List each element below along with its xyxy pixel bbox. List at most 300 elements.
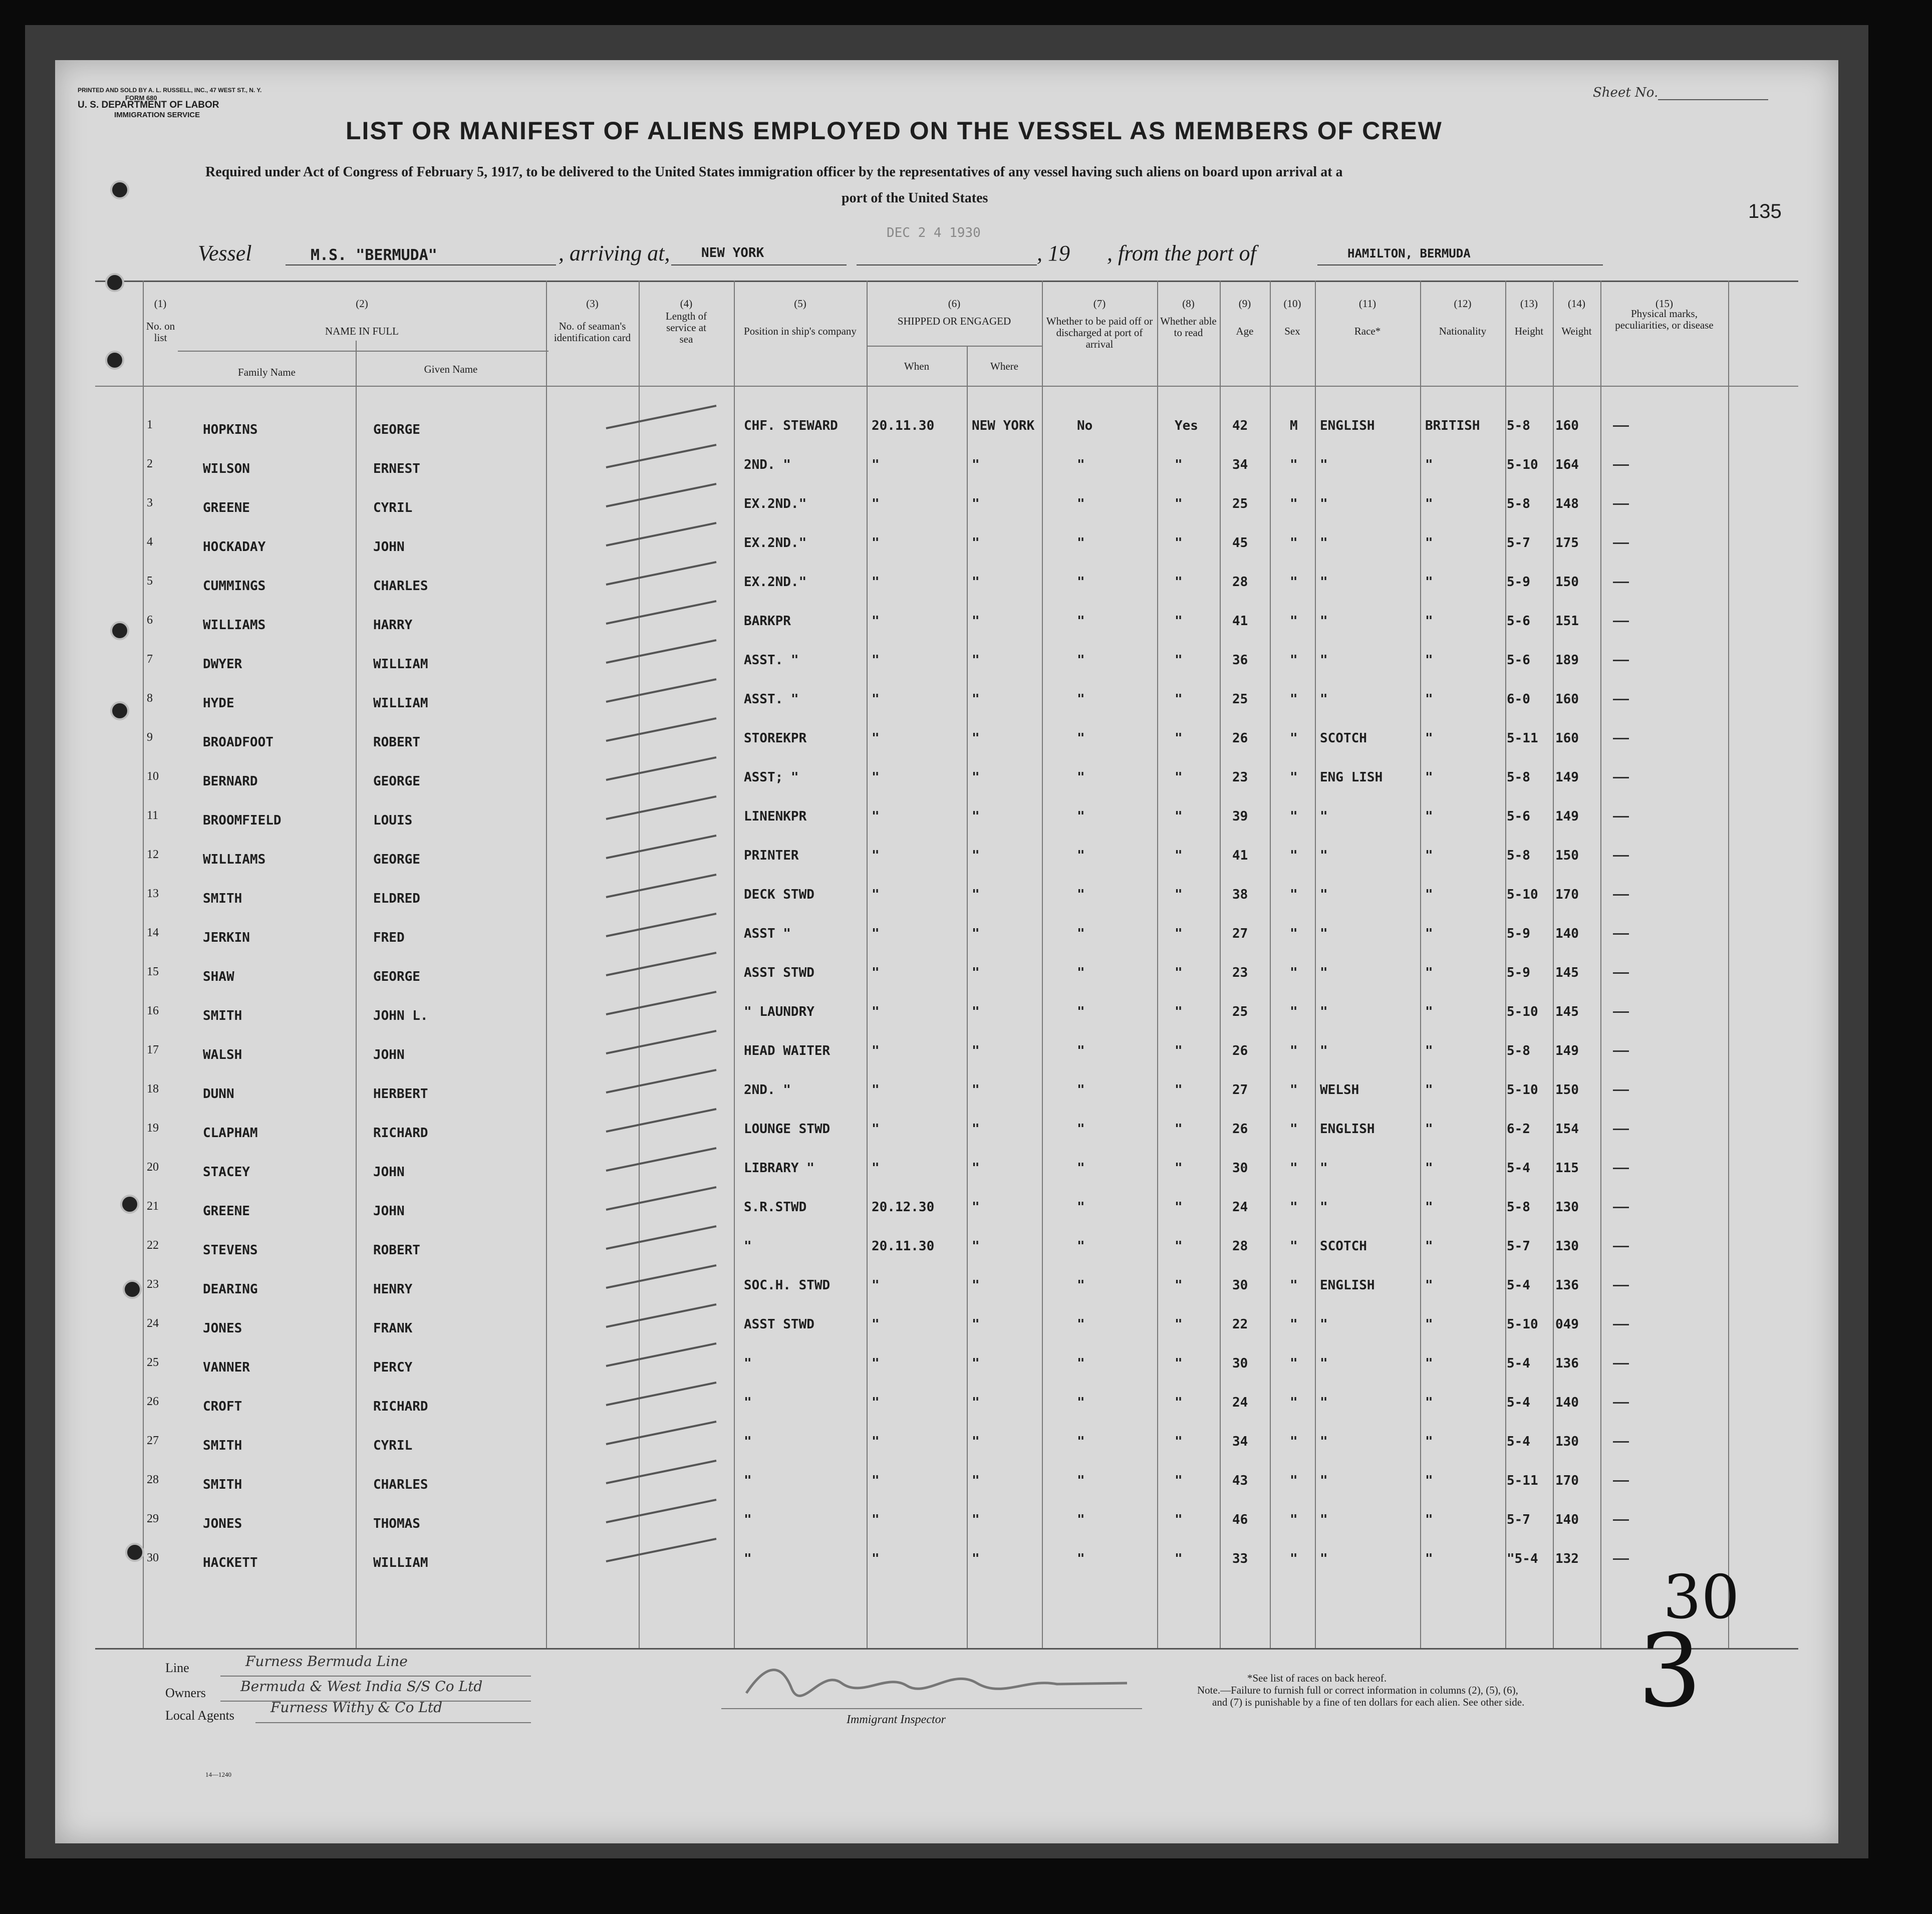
- height: 5-11: [1507, 1473, 1538, 1488]
- paid-off: ": [1077, 770, 1085, 785]
- manifest-sheet: [55, 60, 1838, 1843]
- weight: 175: [1555, 535, 1579, 551]
- age: 26: [1232, 1043, 1248, 1058]
- nationality: ": [1425, 1473, 1433, 1488]
- shipped-where: ": [972, 1043, 980, 1058]
- shipped-where: ": [972, 1317, 980, 1332]
- service: IMMIGRATION SERVICE: [114, 111, 200, 119]
- col-line: [1220, 281, 1221, 1648]
- height: 5-6: [1507, 809, 1530, 824]
- nationality: ": [1425, 1122, 1433, 1137]
- age: 34: [1232, 1434, 1248, 1449]
- height: 5-10: [1507, 1317, 1538, 1332]
- physical-marks-dash: [1613, 1207, 1629, 1208]
- shipped-where: ": [972, 1551, 980, 1566]
- able-to-read: ": [1175, 731, 1183, 746]
- position: " LAUNDRY: [744, 1004, 814, 1019]
- able-to-read: ": [1175, 770, 1183, 785]
- col-line: [356, 341, 357, 1648]
- sex: ": [1290, 1122, 1298, 1137]
- weight: 154: [1555, 1122, 1579, 1137]
- family-name: DWYER: [203, 657, 242, 672]
- shipped-when: ": [872, 653, 880, 668]
- shipped-when: ": [872, 731, 880, 746]
- able-to-read: ": [1175, 926, 1183, 941]
- given-name: HENRY: [373, 1282, 413, 1297]
- shipped-when: ": [872, 926, 880, 941]
- position: ": [744, 1473, 752, 1488]
- given-name: FRANK: [373, 1321, 413, 1336]
- given-name: THOMAS: [373, 1516, 420, 1531]
- vessel-name: M.S. "BERMUDA": [311, 246, 437, 264]
- race: ": [1320, 1004, 1328, 1019]
- col-line: [1553, 281, 1554, 1648]
- col7-number: (7): [1093, 298, 1106, 310]
- shipped-where: ": [972, 1356, 980, 1371]
- row-number: 6: [147, 614, 153, 627]
- race: ": [1320, 535, 1328, 551]
- able-to-read: ": [1175, 496, 1183, 511]
- col4-number: (4): [680, 298, 693, 310]
- sex: ": [1290, 1200, 1298, 1215]
- position: 2ND. ": [744, 1082, 791, 1098]
- sex: ": [1290, 653, 1298, 668]
- able-to-read: ": [1175, 535, 1183, 551]
- shipped-where: ": [972, 614, 980, 629]
- shipped-where: ": [972, 1082, 980, 1098]
- physical-marks-dash: [1613, 1246, 1629, 1247]
- slash-mark: [601, 833, 721, 863]
- age: 30: [1232, 1161, 1248, 1176]
- row-number: 25: [147, 1356, 159, 1369]
- shipped-when: ": [872, 457, 880, 472]
- shipped-when: ": [872, 575, 880, 590]
- nationality: ": [1425, 1395, 1433, 1410]
- race: SCOTCH: [1320, 1239, 1367, 1254]
- row-number: 14: [147, 926, 159, 939]
- physical-marks-dash: [1613, 1050, 1629, 1052]
- sex: ": [1290, 535, 1298, 551]
- sex: ": [1290, 731, 1298, 746]
- given-name: JOHN L.: [373, 1008, 428, 1023]
- row-number: 5: [147, 575, 153, 588]
- printer-line: PRINTED AND SOLD BY A. L. RUSSELL, INC., 47 WEST ST., N. Y.: [78, 87, 262, 94]
- nationality: ": [1425, 692, 1433, 707]
- able-to-read: ": [1175, 1004, 1183, 1019]
- paid-off: ": [1077, 731, 1085, 746]
- sex: ": [1290, 965, 1298, 980]
- family-name: CROFT: [203, 1399, 242, 1414]
- paid-off: ": [1077, 1239, 1085, 1254]
- position: ": [744, 1512, 752, 1527]
- family-name: JERKIN: [203, 930, 250, 945]
- family-name: JONES: [203, 1516, 242, 1531]
- shipped-when: ": [872, 1395, 880, 1410]
- height: 5-10: [1507, 887, 1538, 902]
- height: 5-9: [1507, 575, 1530, 590]
- age: 45: [1232, 535, 1248, 551]
- family-name: STACEY: [203, 1165, 250, 1180]
- binder-hole: [125, 1543, 144, 1562]
- family-name: CUMMINGS: [203, 579, 266, 594]
- binder-hole: [105, 351, 124, 370]
- col13-label: Height: [1514, 325, 1544, 337]
- able-to-read: ": [1175, 1200, 1183, 1215]
- position: EX.2ND.": [744, 575, 807, 590]
- weight: 140: [1555, 1395, 1579, 1410]
- shipped-when: ": [872, 848, 880, 863]
- nationality: ": [1425, 1317, 1433, 1332]
- owners-label: Owners: [165, 1686, 206, 1700]
- col1-number: (1): [154, 298, 167, 310]
- height: 5-8: [1507, 848, 1530, 863]
- paid-off: ": [1077, 1122, 1085, 1137]
- paid-off: ": [1077, 653, 1085, 668]
- given-name: GEORGE: [373, 852, 420, 867]
- nationality: ": [1425, 1239, 1433, 1254]
- shipped-subheader-line: [867, 346, 1042, 347]
- paid-off: ": [1077, 1200, 1085, 1215]
- able-to-read: ": [1175, 1278, 1183, 1293]
- nationality: ": [1425, 1004, 1433, 1019]
- height: 5-11: [1507, 731, 1538, 746]
- col-line: [1315, 281, 1316, 1648]
- weight: 149: [1555, 770, 1579, 785]
- col2-label: NAME IN FULL: [325, 325, 399, 337]
- owners-value: Bermuda & West India S/S Co Ltd: [240, 1678, 483, 1695]
- height: 5-6: [1507, 614, 1530, 629]
- family-name: STEVENS: [203, 1243, 258, 1258]
- height: 5-4: [1507, 1395, 1530, 1410]
- sex: ": [1290, 1551, 1298, 1566]
- family-name: HOPKINS: [203, 422, 258, 437]
- given-name: JOHN: [373, 1165, 405, 1180]
- col-line: [1420, 281, 1421, 1648]
- age: 24: [1232, 1395, 1248, 1410]
- nationality: ": [1425, 496, 1433, 511]
- height: 5-10: [1507, 457, 1538, 472]
- age: 27: [1232, 926, 1248, 941]
- physical-marks-dash: [1613, 1011, 1629, 1013]
- nationality: ": [1425, 575, 1433, 590]
- nationality: BRITISH: [1425, 418, 1480, 433]
- paid-off: ": [1077, 1082, 1085, 1098]
- row-number: 4: [147, 535, 153, 549]
- agents-value: Furness Withy & Co Ltd: [270, 1699, 443, 1716]
- row-number: 22: [147, 1239, 159, 1252]
- shipped-when: 20.11.30: [872, 1239, 935, 1254]
- nationality: ": [1425, 809, 1433, 824]
- family-name: HACKETT: [203, 1555, 258, 1570]
- height: 5-10: [1507, 1004, 1538, 1019]
- paid-off: ": [1077, 1512, 1085, 1527]
- sex: ": [1290, 575, 1298, 590]
- shipped-when: 20.11.30: [872, 418, 935, 433]
- age: 22: [1232, 1317, 1248, 1332]
- col12-number: (12): [1454, 298, 1472, 310]
- family-name: WALSH: [203, 1047, 242, 1062]
- row-number: 11: [147, 809, 159, 822]
- family-name: SHAW: [203, 969, 234, 984]
- col-line: [867, 281, 868, 1648]
- race: ": [1320, 1200, 1328, 1215]
- binder-hole: [123, 1280, 142, 1299]
- position: ": [744, 1356, 752, 1371]
- height: 5-8: [1507, 418, 1530, 433]
- able-to-read: ": [1175, 887, 1183, 902]
- shipped-where: ": [972, 1473, 980, 1488]
- physical-marks-dash: [1613, 1324, 1629, 1325]
- weight: 115: [1555, 1161, 1579, 1176]
- binder-hole: [110, 701, 129, 720]
- nationality: ": [1425, 457, 1433, 472]
- able-to-read: ": [1175, 1473, 1183, 1488]
- col2-given-label: Given Name: [424, 363, 478, 375]
- position: ": [744, 1239, 752, 1254]
- shipped-where: ": [972, 535, 980, 551]
- weight: 149: [1555, 809, 1579, 824]
- shipped-where: ": [972, 1278, 980, 1293]
- row-number: 23: [147, 1278, 159, 1291]
- nationality: ": [1425, 653, 1433, 668]
- row-number: 15: [147, 965, 159, 978]
- sex: ": [1290, 614, 1298, 629]
- sex: ": [1290, 1278, 1298, 1293]
- sex: ": [1290, 692, 1298, 707]
- tally-mark: 3: [1638, 1613, 1702, 1730]
- inspector-label: Immigrant Inspector: [847, 1713, 946, 1726]
- slash-mark: [601, 1419, 721, 1449]
- slash-mark: [601, 872, 721, 902]
- age: 42: [1232, 418, 1248, 433]
- family-name: WILSON: [203, 461, 250, 476]
- row-number: 16: [147, 1004, 159, 1017]
- col15-number: (15): [1655, 298, 1673, 310]
- height: 5-4: [1507, 1278, 1530, 1293]
- shipped-when: ": [872, 1122, 880, 1137]
- physical-marks-dash: [1613, 699, 1629, 700]
- shipped-when: ": [872, 535, 880, 551]
- family-name: SMITH: [203, 1438, 242, 1453]
- age: 39: [1232, 809, 1248, 824]
- position: EX.2ND.": [744, 496, 807, 511]
- row-number: 9: [147, 731, 153, 744]
- row-number: 19: [147, 1122, 159, 1135]
- family-name: HOCKADAY: [203, 539, 266, 555]
- given-name: ELDRED: [373, 891, 420, 906]
- physical-marks-dash: [1613, 542, 1629, 544]
- col5-label: Position in ship's company: [744, 325, 857, 337]
- col10-number: (10): [1283, 298, 1301, 310]
- race: ": [1320, 809, 1328, 824]
- shipped-where: ": [972, 575, 980, 590]
- position: ": [744, 1551, 752, 1566]
- able-to-read: ": [1175, 692, 1183, 707]
- slash-mark: [601, 1536, 721, 1566]
- col6-number: (6): [948, 298, 961, 310]
- paid-off: ": [1077, 809, 1085, 824]
- position: CHF. STEWARD: [744, 418, 838, 433]
- weight: 170: [1555, 1473, 1579, 1488]
- weight: 140: [1555, 926, 1579, 941]
- race: ": [1320, 926, 1328, 941]
- row-number: 29: [147, 1512, 159, 1525]
- age: 26: [1232, 731, 1248, 746]
- race: SCOTCH: [1320, 731, 1367, 746]
- col14-label: Weight: [1561, 325, 1592, 337]
- agents-underline: [255, 1722, 531, 1723]
- shipped-where: ": [972, 692, 980, 707]
- physical-marks-dash: [1613, 1558, 1629, 1560]
- sex: ": [1290, 1473, 1298, 1488]
- physical-marks-dash: [1613, 582, 1629, 583]
- penalty-note-line-1: Note.—Failure to furnish full or correct information in columns (2), (5), (6),: [1197, 1684, 1518, 1696]
- given-name: ROBERT: [373, 735, 420, 750]
- sex: ": [1290, 496, 1298, 511]
- inspector-signature: [736, 1653, 1137, 1708]
- able-to-read: ": [1175, 1356, 1183, 1371]
- paid-off: ": [1077, 1043, 1085, 1058]
- binder-hole: [110, 621, 129, 640]
- slash-mark: [601, 481, 721, 511]
- weight: 160: [1555, 692, 1579, 707]
- row-number: 28: [147, 1473, 159, 1486]
- weight: 160: [1555, 418, 1579, 433]
- department: U. S. DEPARTMENT OF LABOR: [78, 100, 219, 110]
- slash-mark: [601, 1263, 721, 1293]
- position: BARKPR: [744, 614, 791, 629]
- shipped-when: ": [872, 1434, 880, 1449]
- age: 30: [1232, 1356, 1248, 1371]
- arriving-port-line: [671, 264, 847, 265]
- shipped-when: ": [872, 809, 880, 824]
- race: ENG LISH: [1320, 770, 1383, 785]
- sheet-number-line: [1658, 99, 1768, 100]
- row-number: 7: [147, 653, 153, 666]
- race: ENGLISH: [1320, 1122, 1375, 1137]
- shipped-when: ": [872, 1082, 880, 1098]
- col2-family-label: Family Name: [238, 366, 296, 378]
- able-to-read: ": [1175, 809, 1183, 824]
- race: ": [1320, 1356, 1328, 1371]
- weight: 150: [1555, 575, 1579, 590]
- able-to-read: ": [1175, 1161, 1183, 1176]
- paid-off: ": [1077, 965, 1085, 980]
- weight: 136: [1555, 1356, 1579, 1371]
- col2-number: (2): [356, 298, 368, 310]
- height: 5-8: [1507, 1043, 1530, 1058]
- shipped-when: ": [872, 1161, 880, 1176]
- nationality: ": [1425, 1551, 1433, 1566]
- able-to-read: ": [1175, 1512, 1183, 1527]
- able-to-read: ": [1175, 1122, 1183, 1137]
- row-number: 10: [147, 770, 159, 783]
- height: 5-4: [1507, 1161, 1530, 1176]
- col7-label: Whether to be paid off or discharged at port of arrival: [1046, 315, 1153, 350]
- sex: ": [1290, 1434, 1298, 1449]
- nationality: ": [1425, 1434, 1433, 1449]
- physical-marks-dash: [1613, 1168, 1629, 1169]
- sex: ": [1290, 1317, 1298, 1332]
- shipped-where: ": [972, 1239, 980, 1254]
- arriving-port: NEW YORK: [701, 245, 764, 260]
- able-to-read: ": [1175, 1082, 1183, 1098]
- family-name: GREENE: [203, 1204, 250, 1219]
- shipped-when: ": [872, 614, 880, 629]
- race: ": [1320, 692, 1328, 707]
- height: 5-7: [1507, 1239, 1530, 1254]
- physical-marks-dash: [1613, 1285, 1629, 1286]
- height: 5-7: [1507, 1512, 1530, 1527]
- age: 33: [1232, 1551, 1248, 1566]
- position: STOREKPR: [744, 731, 807, 746]
- position: ASST STWD: [744, 1317, 814, 1332]
- col-line: [1042, 281, 1043, 1648]
- col11-label: Race*: [1354, 325, 1381, 337]
- row-number: 3: [147, 496, 153, 509]
- height: 5-9: [1507, 965, 1530, 980]
- race: ": [1320, 1395, 1328, 1410]
- family-name: SMITH: [203, 1477, 242, 1492]
- race: ENGLISH: [1320, 418, 1375, 433]
- height: 5-8: [1507, 770, 1530, 785]
- nationality: ": [1425, 614, 1433, 629]
- physical-marks-dash: [1613, 1519, 1629, 1521]
- year-prefix: , 19: [1037, 241, 1070, 265]
- given-name: WILLIAM: [373, 1555, 428, 1570]
- race-note: *See list of races on back hereof.: [1247, 1672, 1387, 1684]
- col13-number: (13): [1520, 298, 1538, 310]
- age: 41: [1232, 614, 1248, 629]
- able-to-read: Yes: [1175, 418, 1198, 433]
- col8-label: Whether able to read: [1160, 315, 1217, 339]
- paid-off: ": [1077, 1434, 1085, 1449]
- race: WELSH: [1320, 1082, 1359, 1098]
- height: 5-7: [1507, 535, 1530, 551]
- row-number: 18: [147, 1082, 159, 1096]
- slash-mark: [601, 1146, 721, 1176]
- given-name: CHARLES: [373, 1477, 428, 1492]
- col-line: [734, 281, 735, 1648]
- slash-mark: [601, 755, 721, 785]
- col11-number: (11): [1358, 298, 1376, 310]
- weight: 145: [1555, 1004, 1579, 1019]
- age: 24: [1232, 1200, 1248, 1215]
- given-name: WILLIAM: [373, 657, 428, 672]
- age: 25: [1232, 692, 1248, 707]
- race: ": [1320, 965, 1328, 980]
- paid-off: ": [1077, 1278, 1085, 1293]
- position: ": [744, 1395, 752, 1410]
- paid-off: ": [1077, 535, 1085, 551]
- slash-mark: [601, 1458, 721, 1488]
- shipped-where: ": [972, 926, 980, 941]
- given-name: CYRIL: [373, 500, 413, 515]
- col3-label: No. of seaman's identification card: [554, 320, 631, 344]
- nationality: ": [1425, 926, 1433, 941]
- slash-mark: [601, 1107, 721, 1137]
- weight: 189: [1555, 653, 1579, 668]
- shipped-where: ": [972, 496, 980, 511]
- slash-mark: [601, 560, 721, 590]
- shipped-when: ": [872, 1356, 880, 1371]
- form-subtitle-line-1: Required under Act of Congress of February 5, 1917, to be delivered to the United States immigration officer by the representatives of any vessel having such aliens on board upon arrival at a: [205, 164, 1343, 180]
- shipped-where: ": [972, 1395, 980, 1410]
- shipped-where: ": [972, 731, 980, 746]
- position: ASST. ": [744, 653, 799, 668]
- position: ": [744, 1434, 752, 1449]
- sex: ": [1290, 770, 1298, 785]
